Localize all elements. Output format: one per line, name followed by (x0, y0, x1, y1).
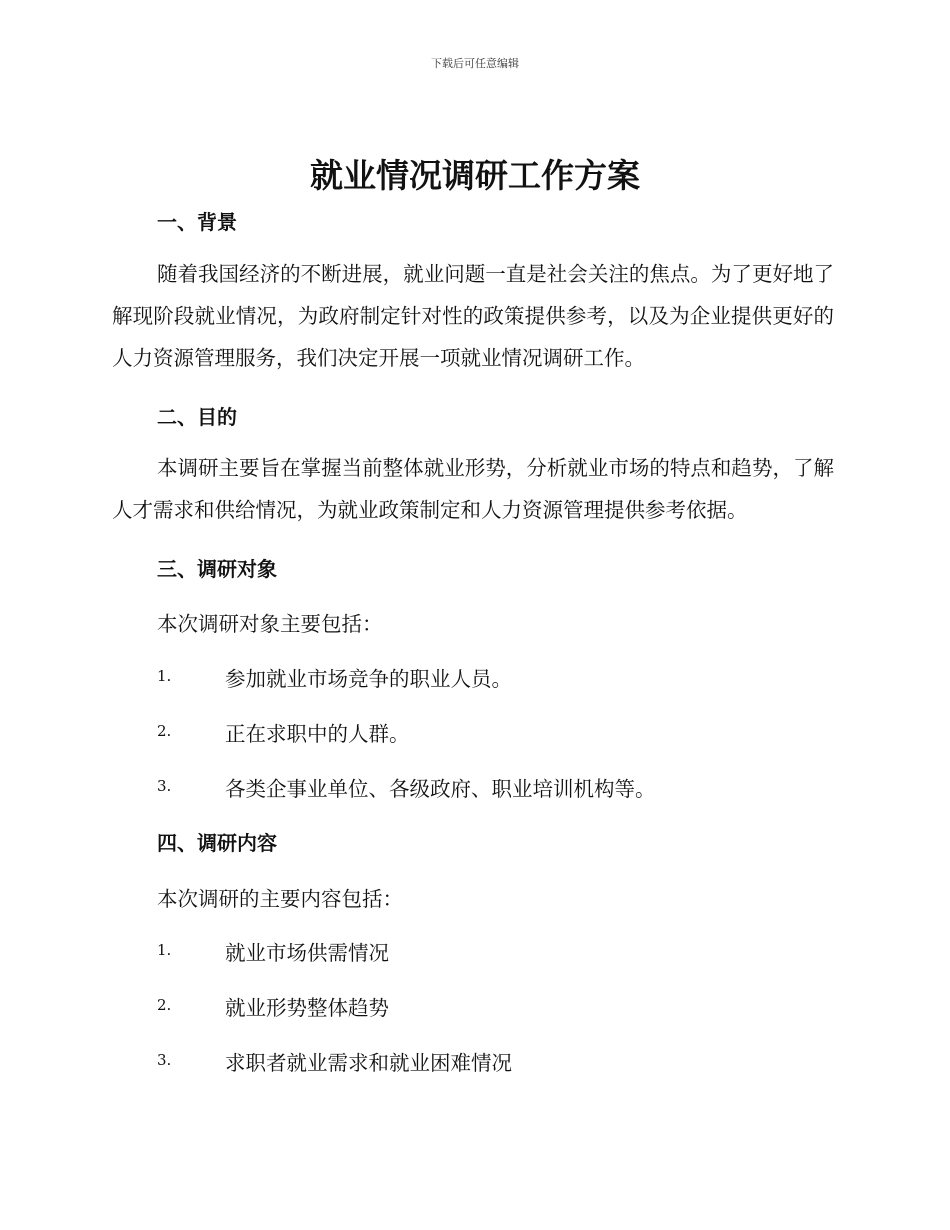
list-number: 1. (157, 941, 172, 959)
subjects-intro: 本次调研对象主要包括： (157, 612, 383, 636)
list-text: 正在求职中的人群。 (225, 722, 410, 746)
list-number: 3. (157, 1051, 172, 1069)
list-text: 求职者就业需求和就业困难情况 (225, 1051, 512, 1075)
list-number: 1. (157, 667, 172, 685)
section-heading-subjects: 三、调研对象 (157, 557, 277, 581)
section-heading-content: 四、调研内容 (157, 831, 277, 855)
list-text: 各类企事业单位、各级政府、职业培训机构等。 (225, 777, 656, 801)
list-text: 就业市场供需情况 (225, 941, 389, 965)
list-text: 参加就业市场竞争的职业人员。 (225, 667, 512, 691)
list-number: 3. (157, 777, 172, 795)
list-number: 2. (157, 996, 172, 1014)
list-number: 2. (157, 722, 172, 740)
purpose-paragraph: 本调研主要旨在掌握当前整体就业形势，分析就业市场的特点和趋势，了解人才需求和供给情况，为就业政策制定和人力资源管理提供参考依据。 (112, 456, 834, 522)
section-heading-purpose: 二、目的 (157, 405, 237, 429)
list-text: 就业形势整体趋势 (225, 996, 389, 1020)
content-intro: 本次调研的主要内容包括： (157, 887, 403, 911)
background-paragraph: 随着我国经济的不断进展，就业问题一直是社会关注的焦点。为了更好地了解现阶段就业情况，为政府制定针对性的政策提供参考，以及为企业提供更好的人力资源管理服务，我们决定开展一项就业情况调研工作。 (112, 262, 834, 370)
page-header-note: 下载后可任意编辑 (431, 57, 519, 70)
section-heading-background: 一、背景 (157, 210, 237, 234)
document-title: 就业情况调研工作方案 (310, 156, 640, 195)
